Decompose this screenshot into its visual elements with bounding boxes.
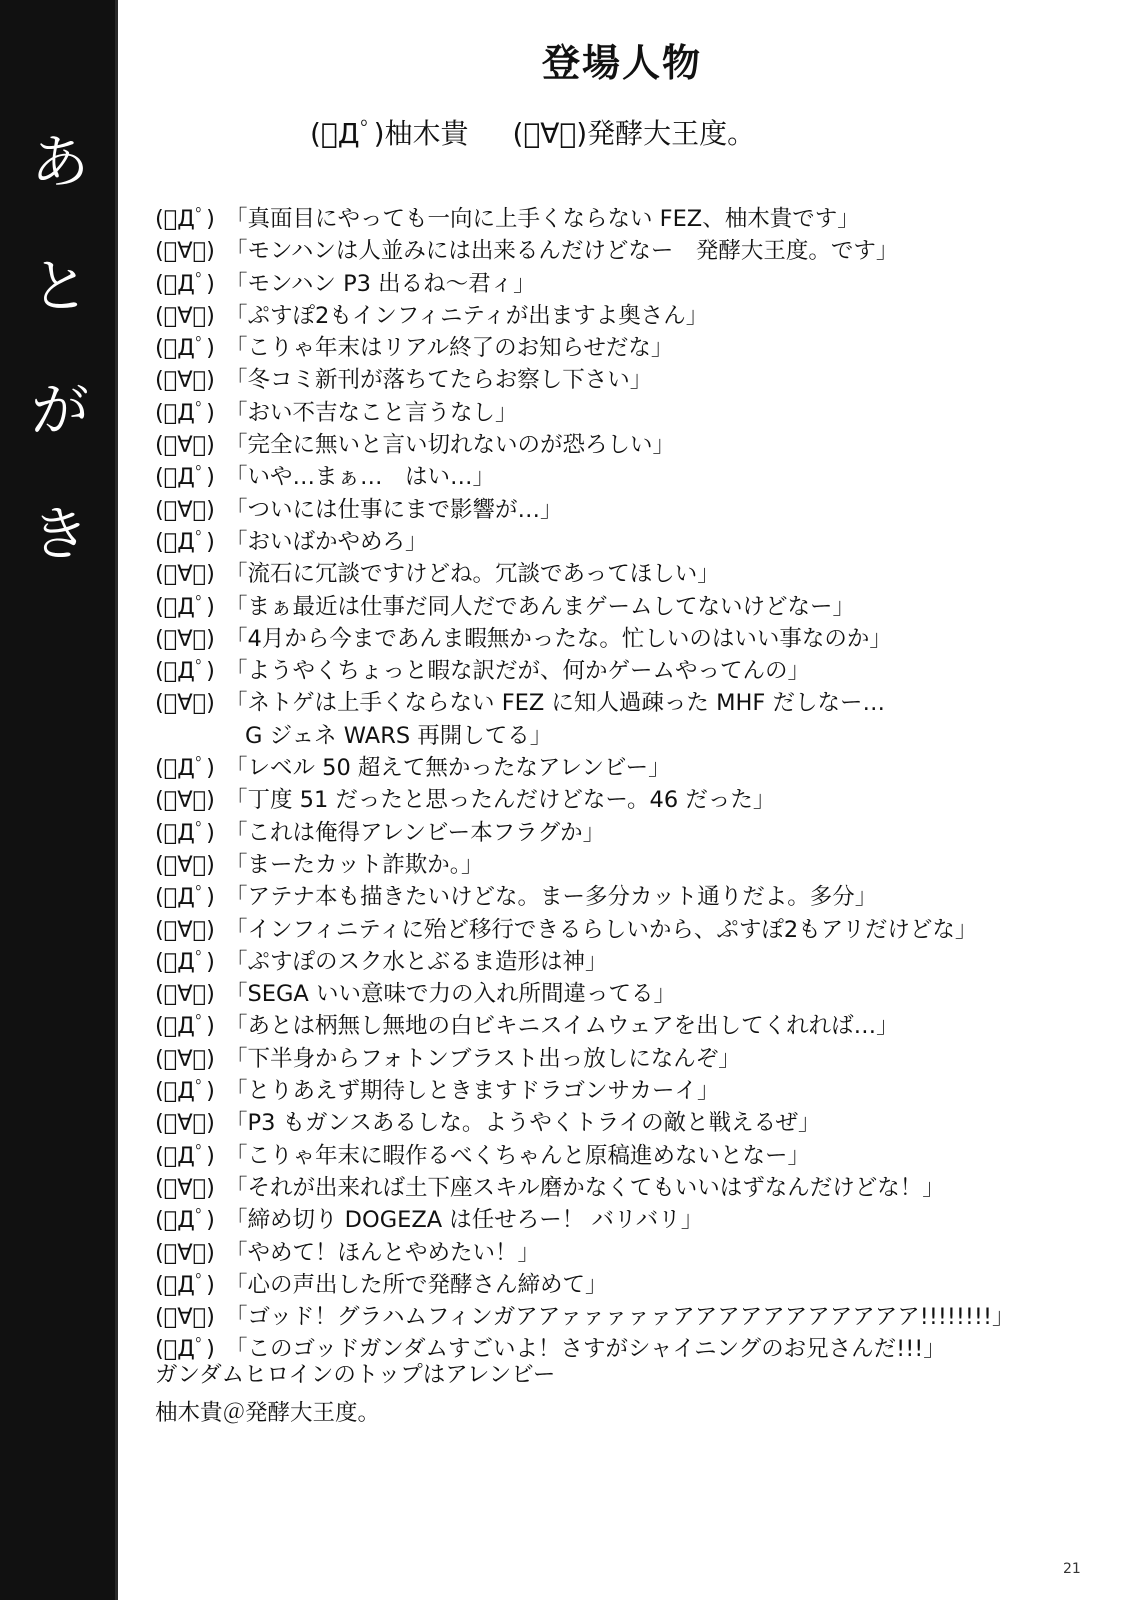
dialogue-line: [155, 494, 1015, 526]
speaker-face: (ﾟДﾟ): [155, 528, 215, 555]
speaker-face: (ﾟДﾟ): [155, 464, 215, 491]
dialogue-text: 「アテナ本も描きたいけどな。まー多分カット通りだよ。多分」: [225, 884, 878, 911]
dialogue-line: [155, 752, 1015, 784]
speaker-face: (ﾟ∀ﾟ): [155, 561, 215, 588]
speaker-face: (ﾟ∀ﾟ): [155, 1110, 215, 1137]
cast-member: (ﾟДﾟ)柚木貴: [310, 117, 469, 150]
speaker-face: (ﾟ∀ﾟ): [155, 981, 215, 1008]
speaker-face: (ﾟ∀ﾟ): [155, 690, 215, 717]
side-title-char: き: [30, 500, 89, 568]
dialogue-line: [155, 1237, 1015, 1269]
speaker-face: (ﾟДﾟ): [155, 884, 215, 911]
dialogue-line: [155, 203, 1015, 235]
dialogue-text: 「SEGA いい意味で力の入れ所間違ってる」: [225, 981, 676, 1008]
dialogue-line: [155, 397, 1015, 429]
dialogue-text: 「下半身からフォトンブラスト出っ放しになんぞ」: [225, 1045, 741, 1072]
dialogue-text: 「まーたカット詐欺か。」: [225, 851, 484, 878]
dialogue-text: 「ネトゲは上手くならない FEZ に知人過疎った MHF だしなー…: [225, 690, 886, 717]
dialogue-text: 「モンハンは人並みには出来るんだけどなー 発酵大王度。です」: [225, 238, 899, 265]
dialogue-line: [155, 235, 1015, 267]
page-number: 21: [1063, 1561, 1081, 1577]
speaker-face: (ﾟ∀ﾟ): [155, 1239, 215, 1266]
dialogue-line: [155, 784, 1015, 816]
speaker-face: (ﾟ∀ﾟ): [155, 1304, 215, 1331]
dialogue-line: [155, 849, 1015, 881]
dialogue-text: 「これは俺得アレンビー本フラグか」: [225, 819, 606, 846]
dialogue-text: 「あとは柄無し無地の白ビキニスイムウェアを出してくれれば…」: [225, 1013, 899, 1040]
dialogue-line: [155, 332, 1015, 364]
dialogue-text: G ジェネ WARS 再開してる」: [245, 722, 553, 749]
speaker-face: (ﾟ∀ﾟ): [155, 367, 215, 394]
dialogue-text: 「とりあえず期待しときますドラゴンサカーイ」: [225, 1078, 720, 1105]
dialogue-text: 「いや…まぁ… はい…」: [225, 464, 496, 491]
side-title-char: が: [30, 376, 89, 444]
speaker-face: (ﾟ∀ﾟ): [155, 496, 215, 523]
speaker-face: (ﾟ∀ﾟ): [155, 1174, 215, 1201]
speaker-face: (ﾟДﾟ): [155, 948, 215, 975]
dialogue-text: 「まぁ最近は仕事だ同人だであんまゲームしてないけどなー」: [225, 593, 856, 620]
dialogue-text: 「ぷすぽのスク水とぶるま造形は神」: [225, 948, 608, 975]
dialogue-text: 「締め切り DOGEZA は任せろー！ バリバリ」: [225, 1207, 704, 1234]
speaker-face: (ﾟДﾟ): [155, 335, 215, 362]
dialogue-text: 「真面目にやっても一向に上手くならない FEZ、柚木貴です」: [225, 206, 860, 232]
speaker-face: (ﾟ∀ﾟ): [155, 787, 215, 814]
dialogue-text: 「丁度 51 だったと思ったんだけどなー。46 だった」: [225, 787, 776, 814]
dialogue-line: [155, 1107, 1015, 1139]
speaker-face: (ﾟДﾟ): [155, 1013, 215, 1040]
dialogue-text: 「心の声出した所で発酵さん締めて」: [225, 1271, 608, 1298]
dialogue-text: 「それが出来れば土下座スキル磨かなくてもいいはずなんだけどな！」: [225, 1174, 945, 1201]
speaker-face: (ﾟДﾟ): [155, 1142, 215, 1169]
speaker-face: (ﾟ∀ﾟ): [155, 851, 215, 878]
dialogue-text: 「インフィニティに殆ど移行できるらしいから、ぷすぽ2もアリだけどな」: [225, 916, 978, 943]
dialogue-line: [155, 881, 1015, 913]
speaker-face: (ﾟДﾟ): [155, 1336, 215, 1363]
dialogue-line: [155, 1140, 1015, 1172]
dialogue-text: 「P3 もガンスあるしな。ようやくトライの敵と戦えるぜ」: [225, 1110, 821, 1137]
closing: [155, 1356, 555, 1432]
dialogue-line: [155, 720, 1015, 752]
dialogue-text: 「4月から今まであんま暇無かったな。忙しいのはいい事なのか」: [225, 625, 892, 652]
speaker-face: (ﾟДﾟ): [155, 593, 215, 620]
dialogue-text: 「ぷすぽ2もインフィニティが出ますよ奥さん」: [225, 302, 709, 329]
closing-line: ガンダムヒロインのトップはアレンビー: [155, 1362, 556, 1388]
dialogue-text: 「おいばかやめろ」: [225, 528, 428, 555]
dialogue-line: [155, 300, 1015, 332]
side-title: [28, 100, 92, 596]
dialogue-line: [155, 591, 1015, 623]
dialogue-line: [155, 687, 1015, 719]
side-title-char: あ: [30, 128, 89, 196]
speaker-face: (ﾟДﾟ): [155, 658, 215, 685]
cast-list: [310, 112, 755, 152]
dialogue-text: 「冬コミ新刊が落ちてたらお察し下さい」: [225, 367, 653, 394]
speaker-face: (ﾟДﾟ): [155, 755, 215, 782]
dialogue-text: 「おい不吉なこと言うなし」: [225, 399, 518, 426]
speaker-face: (ﾟДﾟ): [155, 1078, 215, 1105]
side-title-char: と: [30, 252, 89, 320]
dialogue: [155, 203, 1015, 1366]
speaker-face: (ﾟДﾟ): [155, 819, 215, 846]
dialogue-text: 「このゴッドガンダムすごいよ！さすがシャイニングのお兄さんだ!!!」: [225, 1336, 946, 1363]
dialogue-text: 「ゴッド！グラハムフィンガアアァァァァァアアアアアアアアアアア!!!!!!!!」: [225, 1304, 1015, 1331]
closing-signature: 柚木貴＠発酵大王度。: [155, 1400, 381, 1426]
dialogue-text: 「ついには仕事にまで影響が…」: [225, 496, 563, 523]
dialogue-line: [155, 461, 1015, 493]
dialogue-line: [155, 268, 1015, 300]
dialogue-text: 「レベル 50 超えて無かったなアレンビー」: [225, 755, 671, 782]
dialogue-line: [155, 1204, 1015, 1236]
speaker-face: (ﾟ∀ﾟ): [155, 432, 215, 459]
dialogue-line: [155, 817, 1015, 849]
dialogue-line: [155, 655, 1015, 687]
dialogue-line: [155, 1269, 1015, 1301]
dialogue-line: [155, 623, 1015, 655]
dialogue-text: 「ようやくちょっと暇な訳だが、何かゲームやってんの」: [225, 658, 811, 685]
dialogue-text: 「完全に無いと言い切れないのが恐ろしい」: [225, 432, 676, 459]
speaker-face: (ﾟ∀ﾟ): [155, 625, 215, 652]
dialogue-line: [155, 1075, 1015, 1107]
dialogue-text: 「モンハン P3 出るね～君ィ」: [225, 270, 536, 297]
speaker-face: (ﾟДﾟ): [155, 399, 215, 426]
cast-member: (ﾟ∀ﾟ)発酵大王度。: [512, 117, 756, 150]
dialogue-text: 「こりゃ年末に暇作るべくちゃんと原稿進めないとなー」: [225, 1142, 811, 1169]
page-title: 登場人物: [541, 41, 702, 85]
dialogue-text: 「流石に冗談ですけどね。冗談であってほしい」: [225, 561, 720, 588]
speaker-face: (ﾟДﾟ): [155, 270, 215, 297]
dialogue-text: 「やめて！ほんとやめたい！」: [225, 1239, 541, 1266]
speaker-face: (ﾟДﾟ): [155, 206, 215, 232]
dialogue-text: 「こりゃ年末はリアル終了のお知らせだな」: [225, 335, 674, 362]
dialogue-line: [155, 558, 1015, 590]
dialogue-line: [155, 1010, 1015, 1042]
dialogue-line: [155, 429, 1015, 461]
speaker-face: (ﾟДﾟ): [155, 1271, 215, 1298]
dialogue-line: [155, 946, 1015, 978]
speaker-face: (ﾟ∀ﾟ): [155, 302, 215, 329]
dialogue-line: [155, 914, 1015, 946]
dialogue-line: [155, 1043, 1015, 1075]
speaker-face: (ﾟ∀ﾟ): [155, 1045, 215, 1072]
dialogue-line: [155, 1301, 1015, 1333]
dialogue-line: [155, 526, 1015, 558]
speaker-face: (ﾟДﾟ): [155, 1207, 215, 1234]
side-band: [0, 0, 118, 1600]
dialogue-line: [155, 978, 1015, 1010]
speaker-face: (ﾟ∀ﾟ): [155, 916, 215, 943]
dialogue-line: [155, 1172, 1015, 1204]
speaker-face: (ﾟ∀ﾟ): [155, 238, 215, 265]
dialogue-line: [155, 364, 1015, 396]
